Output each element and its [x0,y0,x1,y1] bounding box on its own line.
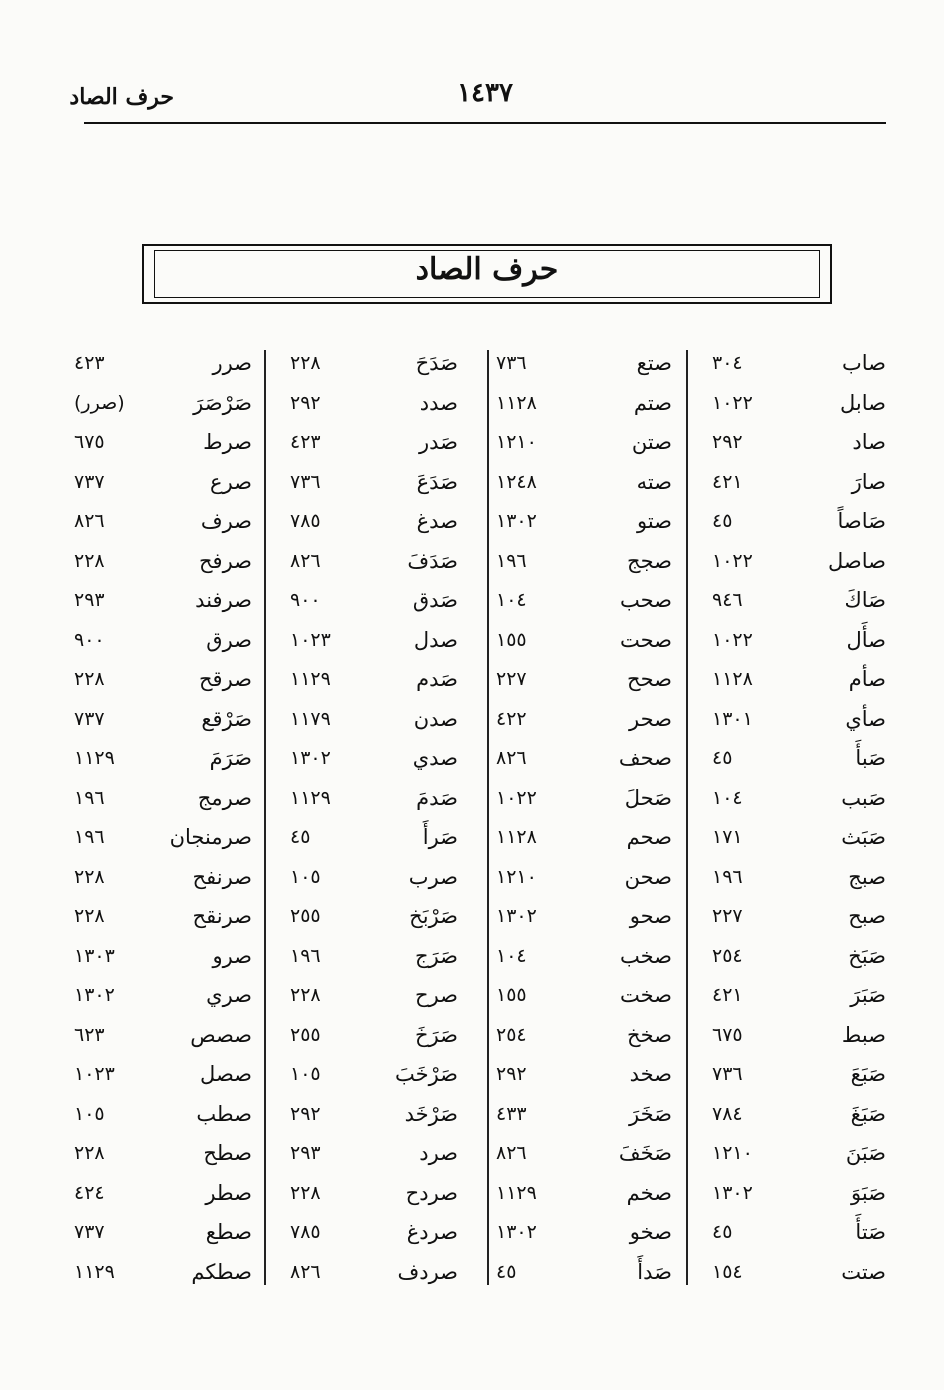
index-entry-page: ١٣٠٢ [496,1221,537,1243]
index-entry-word: صرع [210,469,252,494]
index-entry-word: صاصل [828,548,886,573]
index-entry-word: صحن [624,864,672,889]
index-entry-page: ٢٥٥ [290,1023,321,1046]
index-entry-page: ١٣٠٢ [290,747,331,769]
index-entry-page: ٢٩٢ [290,1102,321,1125]
index-entry-word: صرمنجان [169,825,252,849]
index-entry-word: صأَل [846,627,886,652]
index-entry-page: ٢٥٥ [290,905,321,927]
index-row [60,978,900,1018]
index-entry-word: صطكم [191,1259,252,1284]
index-entry-word: صحف [618,746,672,770]
index-entry-page: (صرر) [74,391,125,414]
index-entry-page: ٤٥ [712,510,733,532]
index-entry-page: ١٠٢٢ [712,549,753,572]
index-row [60,544,900,584]
index-entry-page: ٩٠٠ [290,589,321,611]
index-entry-page: ١٠٥ [74,1102,105,1125]
index-entry-word: صردح [405,1180,458,1205]
index-entry-page: ٤٥ [496,1260,517,1283]
index-entry-word: صرنفح [192,864,252,889]
index-entry-page: ١١٢٨ [496,391,537,414]
index-entry-word: صبج [848,864,886,889]
index-entry-page: ٢٢٨ [74,865,105,888]
index-entry-page: ١١٧٩ [290,707,331,730]
index-row [60,1215,900,1255]
index-entry-page: ١٩٦ [496,549,527,572]
index-entry-page: ٢٥٤ [496,1023,527,1046]
index-entry-word: صَبَخ [848,943,886,968]
index-entry-word: صَرْصَرَ [193,390,252,415]
index-entry-page: ٤٢٤ [74,1181,105,1204]
index-entry-page: ١١٢٩ [290,668,331,690]
index-entry-word: صَتأَ [855,1220,886,1244]
index-entry-page: ٦٢٣ [74,1023,105,1046]
index-entry-page: ٨٢٦ [290,549,321,572]
index-entry-page: ٢٩٣ [290,1142,321,1164]
index-entry-word: صارَ [851,469,886,494]
index-entry-page: ٢٢٨ [74,905,105,927]
index-entry-page: ١٣٠١ [712,707,753,730]
index-entry-page: ٢٥٤ [712,944,743,967]
index-row [60,1255,900,1295]
index-entry-word: صحب [619,588,672,612]
index-entry-word: صتع [636,351,672,375]
index-entry-page: ١٥٤ [712,1260,743,1283]
index-entry-word: صابل [840,390,886,415]
index-entry-page: ١٣٠٢ [74,984,115,1006]
index-entry-page: ٤٢٣ [290,431,321,453]
index-entry-page: ١٩٦ [290,944,321,967]
index-entry-word: صَدَعَ [416,469,458,494]
index-entry-word: صَرأَ [422,825,458,849]
index-entry-word: صردغ [406,1220,458,1244]
index-row [60,820,900,860]
index-row [60,465,900,505]
index-entry-word: صَاكَ [844,588,886,612]
index-entry-word: صَرَخَ [415,1022,458,1047]
index-entry-word: صَبَغَ [850,1101,886,1126]
index-entry-page: ٩٤٦ [712,589,743,611]
index-entry-page: ١٠٢٢ [496,786,537,809]
index-entry-word: صدغ [416,509,458,533]
index-entry-page: ٤٥ [712,747,733,769]
index-entry-word: صَخَرَ [629,1101,672,1126]
index-entry-word: صخو [629,1220,672,1244]
index-row [60,504,900,544]
index-entry-word: صَدمَ [416,785,458,810]
index-row [60,346,900,386]
index-entry-page: ٦٧٥ [712,1023,743,1046]
index-entry-word: صخخ [627,1022,672,1047]
index-entry-word: صحت [619,627,672,652]
index-entry-word: صخت [619,983,672,1007]
index-entry-page: ١٠٢٢ [712,391,753,414]
index-entry-page: ٢٢٨ [74,668,105,690]
index-row [60,899,900,939]
index-row [60,1018,900,1058]
index-entry-word: صَدَحَ [415,351,458,375]
index-entry-page: ١٠٢٣ [74,1063,115,1085]
index-row [60,781,900,821]
index-entry-word: صرر [212,351,252,375]
index-entry-page: ١٩٦ [712,865,743,888]
index-entry-word: صرط [203,430,252,454]
index-entry-word: صرقح [198,667,252,691]
index-entry-page: ١٢١٠ [496,431,537,453]
index-entry-page: ١٣٠٣ [74,944,115,967]
index-entry-word: صَرَمَ [209,746,252,770]
index-row [60,1136,900,1176]
index-entry-word: صرد [419,1141,458,1165]
index-entry-page: ٢٢٨ [74,1142,105,1164]
index-entry-page: ٢٢٧ [496,668,527,690]
index-entry-page: ٨٢٦ [290,1260,321,1283]
index-entry-word: صطح [203,1141,252,1165]
index-entry-page: ٧٨٥ [290,510,321,532]
index-entry-word: صبح [848,904,886,928]
index-entry-page: ٧٣٦ [712,1063,743,1085]
index-entry-word: صطر [205,1180,252,1205]
index-row [60,662,900,702]
index-entry-word: صجج [627,548,672,573]
index-entry-word: صَدأَ [637,1259,672,1284]
index-entry-word: صَدم [416,667,458,691]
index-row [60,1097,900,1137]
index-row [60,583,900,623]
index-entry-page: ٧٣٧ [74,1221,105,1243]
index-entry-word: صطع [205,1220,252,1244]
index-entry-word: صرنقح [192,904,252,928]
index-entry-page: ٤٥ [290,826,311,848]
index-entry-page: ١٢١٠ [496,865,537,888]
index-table [60,346,900,1294]
index-entry-page: ٢٩٣ [74,589,105,611]
index-entry-page: ١٩٦ [74,826,105,848]
index-entry-word: صخم [626,1180,672,1205]
index-entry-word: صَدر [419,430,458,454]
index-entry-word: صَبَعَ [850,1062,886,1086]
index-entry-word: صرح [415,983,458,1007]
index-entry-word: صَرْخَبَ [394,1062,458,1086]
index-entry-page: ١٢٤٨ [496,470,537,493]
index-entry-word: صرق [206,627,252,652]
index-entry-word: صحح [627,667,672,691]
index-entry-word: صَرْبَخ [409,904,458,928]
index-entry-word: صحم [626,825,672,849]
index-entry-word: صَبَرَ [850,983,886,1007]
index-row [60,702,900,742]
index-entry-page: ٧٣٧ [74,470,105,493]
index-entry-page: ٤٢١ [712,984,743,1006]
index-entry-page: ١٢١٠ [712,1142,753,1164]
index-entry-word: صتم [633,390,672,415]
index-entry-page: ١١٢٩ [74,747,115,769]
index-entry-page: ١٠٤ [712,786,743,809]
index-entry-word: صدي [412,746,458,770]
index-entry-page: ١١٢٩ [290,786,331,809]
running-title: حرف الصاد [69,84,174,110]
index-entry-word: صدد [419,390,458,415]
index-entry-word: صحو [629,904,672,928]
index-entry-word: صري [206,983,252,1007]
index-entry-word: صَرَج [415,943,458,968]
index-entry-word: صصل [200,1062,252,1086]
index-entry-page: ٧٣٧ [74,707,105,730]
index-entry-page: ٢٢٨ [290,984,321,1006]
index-entry-page: ٤٣٣ [496,1102,527,1125]
index-entry-word: صاب [842,351,886,375]
index-row [60,623,900,663]
index-entry-page: ١١٢٨ [712,668,753,690]
index-entry-word: صَرْقع [201,706,252,731]
index-entry-word: صرفند [195,588,252,612]
index-entry-word: صَاصاً [837,509,886,533]
index-entry-word: صدن [413,706,458,731]
index-entry-page: ٢٩٢ [712,431,743,453]
index-entry-word: صخد [629,1062,672,1086]
index-entry-page: ٢٢٧ [712,905,743,927]
index-entry-word: صَبَوَ [850,1180,886,1205]
index-entry-page: ١٧١ [712,826,743,848]
index-entry-page: ١٠٤ [496,944,527,967]
index-entry-word: صرفح [198,548,252,573]
index-entry-word: صَبب [841,785,886,810]
index-entry-word: صَدق [412,588,458,612]
index-row [60,741,900,781]
index-entry-page: ٤٢١ [712,470,743,493]
index-entry-word: صَدَفَ [407,548,458,573]
index-entry-page: ٨٢٦ [496,747,527,769]
index-row [60,860,900,900]
index-entry-page: ١٠٥ [290,865,321,888]
section-title-box [142,244,832,304]
index-entry-page: ٨٢٦ [496,1142,527,1164]
index-entry-page: ٧٣٦ [496,352,527,374]
index-entry-word: صتو [636,509,672,533]
index-entry-word: صَبأَ [855,746,886,770]
index-entry-page: ٧٣٦ [290,470,321,493]
page-header [0,78,944,118]
index-entry-word: صاد [852,430,886,454]
index-row [60,425,900,465]
index-row [60,1057,900,1097]
index-entry-word: صرو [212,943,252,968]
index-entry-word: صَبَث [841,825,886,849]
index-entry-word: صدل [413,627,458,652]
index-entry-page: ٩٠٠ [74,628,105,651]
index-entry-page: ٢٢٨ [290,352,321,374]
index-entry-word: صته [636,469,672,494]
index-entry-page: ١١٢٩ [74,1260,115,1283]
index-entry-page: ٢٢٨ [290,1181,321,1204]
index-entry-word: صرب [408,864,458,889]
index-entry-word: صردف [397,1259,458,1284]
index-entry-page: ٢٩٢ [290,391,321,414]
index-row [60,1176,900,1216]
index-entry-page: ١٣٠٢ [496,905,537,927]
index-entry-word: صحر [629,706,672,731]
index-entry-page: ٨٢٦ [74,510,105,532]
index-entry-page: ١٠٢٣ [290,628,331,651]
index-entry-page: ١٣٠٢ [712,1181,753,1204]
index-entry-page: ١١٢٩ [496,1181,537,1204]
index-entry-page: ١٩٦ [74,786,105,809]
index-entry-page: ١٣٠٢ [496,510,537,532]
index-entry-word: صخب [619,943,672,968]
header-rule [84,122,886,124]
index-entry-page: ٤٢٣ [74,352,105,374]
index-entry-page: ٢٩٢ [496,1063,527,1085]
index-row [60,386,900,426]
index-entry-word: صصص [190,1022,252,1047]
index-entry-word: صتن [631,430,672,454]
index-entry-page: ٧٨٤ [712,1102,743,1125]
index-entry-page: ٢٢٨ [74,549,105,572]
index-entry-word: صَخَفَ [618,1141,672,1165]
page-number: ١٤٣٧ [457,78,513,108]
index-entry-page: ١٠٤ [496,589,527,611]
index-row [60,939,900,979]
index-entry-word: صَرْخَد [404,1101,458,1126]
index-entry-word: صرف [200,509,252,533]
index-entry-word: صأي [845,706,886,731]
index-entry-word: صَبَنَ [845,1141,886,1165]
index-entry-page: ٧٨٥ [290,1221,321,1243]
index-entry-word: صرمج [197,785,252,810]
index-entry-page: ٣٠٤ [712,352,743,374]
section-title: حرف الصاد [415,252,559,287]
index-entry-page: ٤٥ [712,1221,733,1243]
index-entry-word: صبط [841,1022,886,1047]
index-entry-word: صأم [848,667,886,691]
index-entry-page: ٤٢٢ [496,707,527,730]
index-entry-page: ١٠٢٢ [712,628,753,651]
index-entry-page: ١١٢٨ [496,826,537,848]
index-entry-word: صَحلَ [624,785,672,810]
index-entry-word: صطب [196,1101,252,1126]
index-entry-page: ١٠٥ [290,1063,321,1085]
index-entry-page: ٦٧٥ [74,431,105,453]
index-entry-word: صتت [841,1259,886,1284]
index-entry-page: ١٥٥ [496,984,527,1006]
index-entry-page: ١٥٥ [496,628,527,651]
